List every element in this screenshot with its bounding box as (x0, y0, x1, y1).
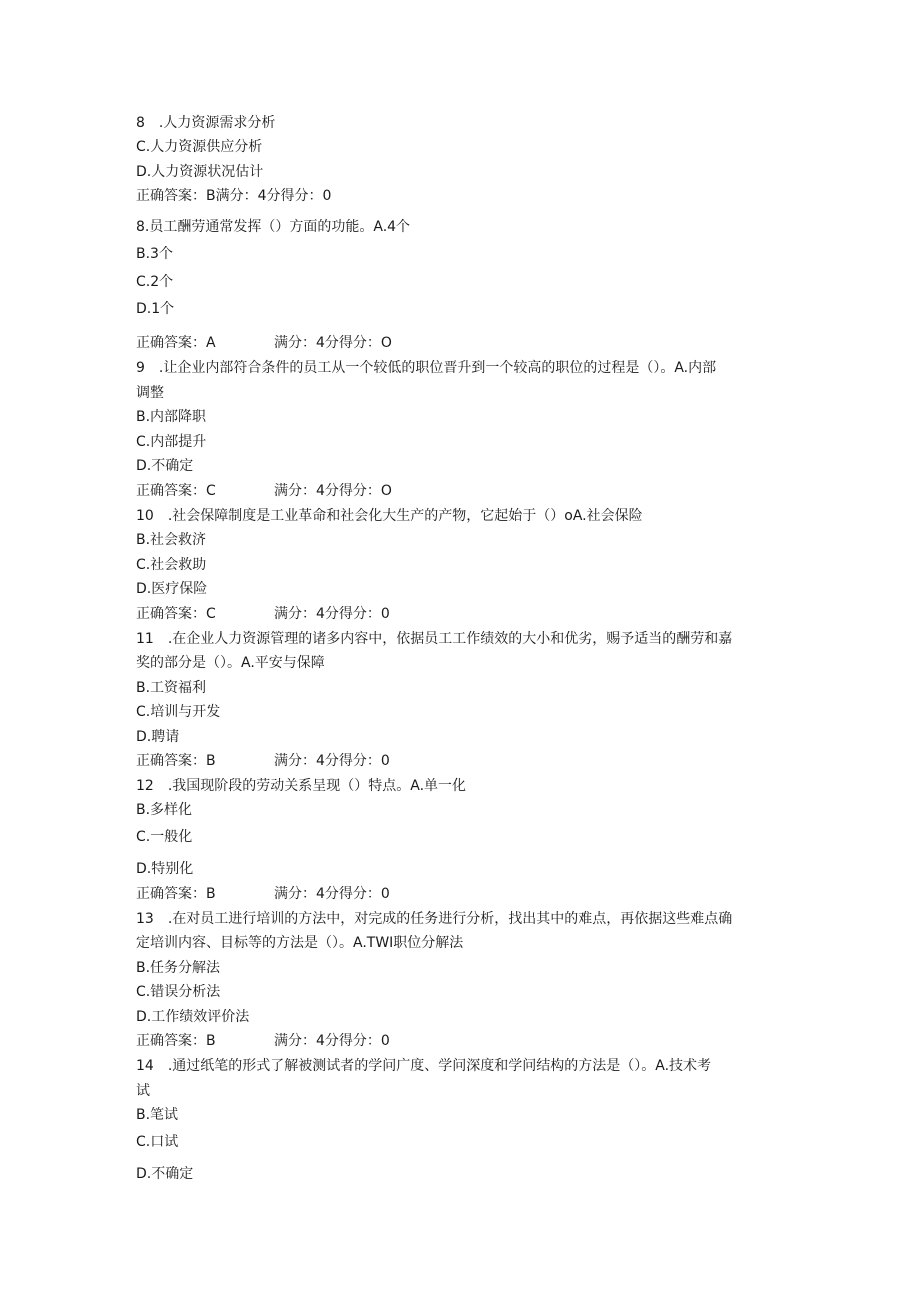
question-line: 10 .社会保障制度是工业革命和社会化大生产的产物，它起始于（）oA.社会保险 (136, 508, 643, 524)
option-line: B.工资福利 (136, 680, 207, 696)
option-line: B.任务分解法 (136, 960, 221, 976)
question-line: 14 .通过纸笔的形式了解被测试者的学问广度、学问深度和学问结构的方法是（）。A.技术考 (136, 1058, 712, 1074)
option-line: C.人力资源供应分析 (136, 139, 263, 155)
question-line: 8.员工酬劳通常发挥（）方面的功能。A.4个 (136, 219, 411, 235)
option-line: D.工作绩效评价法 (136, 1009, 250, 1025)
option-line: D.聘请 (136, 729, 180, 745)
option-line: C.一般化 (136, 829, 193, 845)
answer-line (136, 1032, 390, 1050)
option-line: C.社会救助 (136, 557, 207, 573)
answer-line (136, 752, 390, 770)
answer-text: 正确答案：B (136, 1033, 216, 1049)
question-line: 11 .在企业人力资源管理的诸多内容中，依据员工工作绩效的大小和优劣，赐予适当的酬劳和嘉 (136, 631, 733, 647)
option-line: B.3个 (136, 246, 173, 262)
question-line: 奖的部分是（）。A.平安与保障 (136, 655, 325, 671)
score-text: 满分：4分得分：0 (274, 606, 390, 622)
question-line: 12 .我国现阶段的劳动关系呈现（）特点。A.单一化 (136, 778, 467, 794)
answer-line (136, 334, 392, 352)
score-text: 满分：4分得分：O (274, 483, 392, 499)
option-line: D.不确定 (136, 1166, 194, 1182)
score-text: 满分：4分得分：0 (274, 886, 390, 902)
score-text: 满分：4分得分：0 (274, 753, 390, 769)
option-line: C.培训与开发 (136, 704, 221, 720)
question-line: 试 (136, 1083, 150, 1099)
option-line: C.2个 (136, 274, 174, 290)
option-line: D.不确定 (136, 458, 194, 474)
answer-text: 正确答案：A (136, 335, 216, 351)
answer-line (136, 482, 392, 500)
score-text: 满分：4分得分：O (274, 335, 392, 351)
option-line: B.笔试 (136, 1107, 179, 1123)
score-text: 满分：4分得分：0 (274, 1033, 390, 1049)
option-line: 8 .人力资源需求分析 (136, 115, 276, 131)
option-line: C.错误分析法 (136, 984, 221, 1000)
answer-line (136, 885, 390, 903)
option-line: C.口试 (136, 1134, 179, 1150)
question-line: 9 .让企业内部符合条件的员工从一个较低的职位晋升到一个较高的职位的过程是（）。A.内部 (136, 360, 717, 376)
question-line: 13 .在对员工进行培训的方法中，对完成的任务进行分析，找出其中的难点，再依据这些难点确 (136, 911, 733, 927)
question-line: 调整 (136, 385, 164, 401)
answer-text: 正确答案：B (136, 753, 216, 769)
question-line: 定培训内容、目标等的方法是（）。A.TWI职位分解法 (136, 935, 464, 951)
option-line: B.社会救济 (136, 532, 207, 548)
answer-text: 正确答案：C (136, 483, 216, 499)
answer-text: 正确答案：B满分：4分得分：0 (136, 188, 332, 204)
answer-text: 正确答案：C (136, 606, 216, 622)
option-line: D.医疗保险 (136, 581, 208, 597)
option-line: D.人力资源状况估计 (136, 164, 264, 180)
option-line: D.1个 (136, 301, 175, 317)
option-line: B.多样化 (136, 802, 193, 818)
answer-line (136, 187, 331, 205)
answer-line (136, 605, 390, 623)
option-line: C.内部提升 (136, 434, 207, 450)
option-line: D.特别化 (136, 861, 194, 877)
answer-text: 正确答案：B (136, 886, 216, 902)
option-line: B.内部降职 (136, 409, 207, 425)
